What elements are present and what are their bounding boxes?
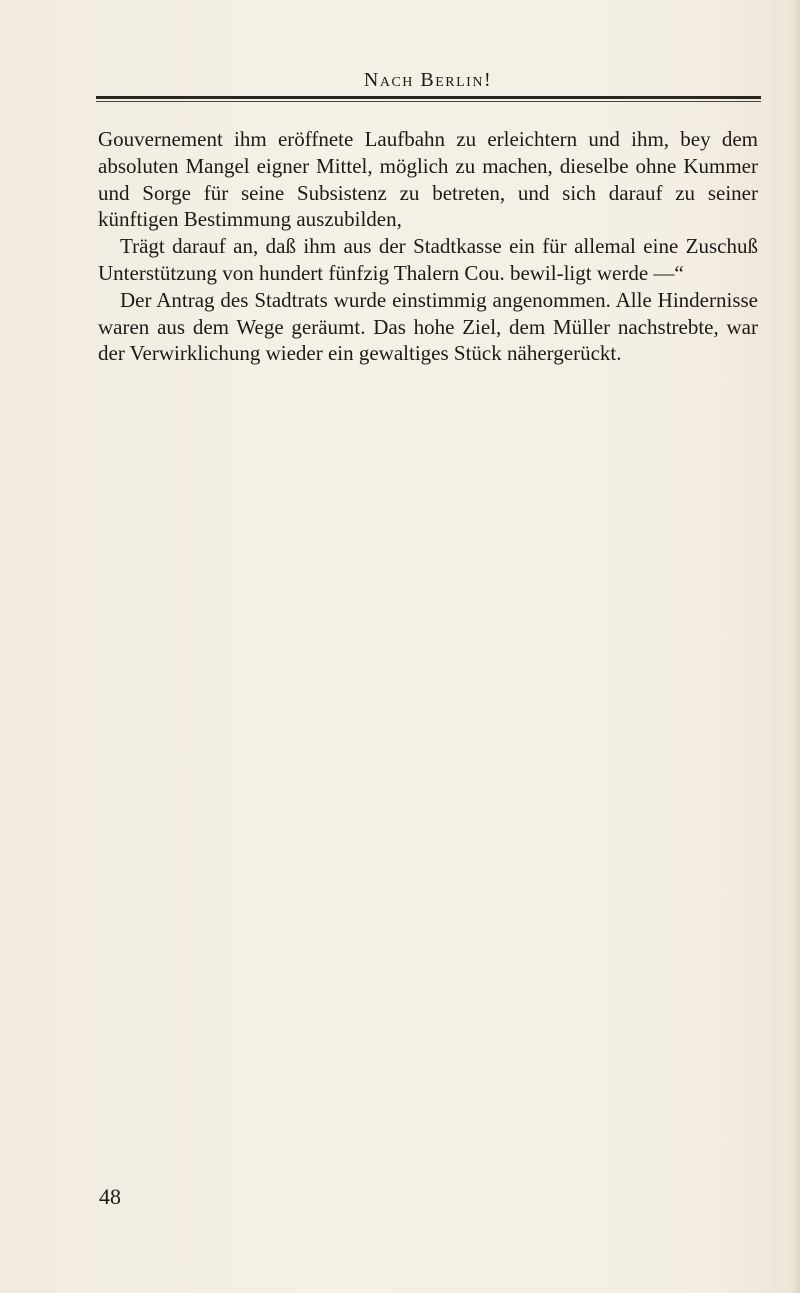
page-number: 48 bbox=[99, 1184, 121, 1209]
paragraph-continuation: Gouvernement ihm eröffnete Laufbahn zu erleichtern und ihm, bey dem absoluten Mangel eigner Mittel, möglich zu machen, dieselbe ohne Kummer und Sorge für seine Subsistenz zu betreten, und sich darauf zu seiner künftigen Bestimmung auszubilden, bbox=[98, 127, 758, 232]
body-text bbox=[98, 126, 758, 367]
paragraph-resolution: Der Antrag des Stadtrats wurde einstimmig angenommen. Alle Hindernisse waren aus dem Wege geräumt. Das hohe Ziel, dem Müller nachstrebte, war der Verwirklichung wieder ein gewaltiges Stück nähergerückt. bbox=[98, 287, 758, 366]
page-edge-shadow bbox=[790, 0, 800, 1293]
header-rule-thin bbox=[96, 101, 761, 102]
header-rule-thick bbox=[96, 96, 761, 99]
running-head: Nach Berlin! bbox=[363, 69, 493, 91]
paragraph-motion: Trägt darauf an, daß ihm aus der Stadtkasse ein für allemal eine Zuschuß Unterstützung von hundert fünfzig Thalern Cou. bewil-ligt werde —“ bbox=[98, 234, 758, 285]
